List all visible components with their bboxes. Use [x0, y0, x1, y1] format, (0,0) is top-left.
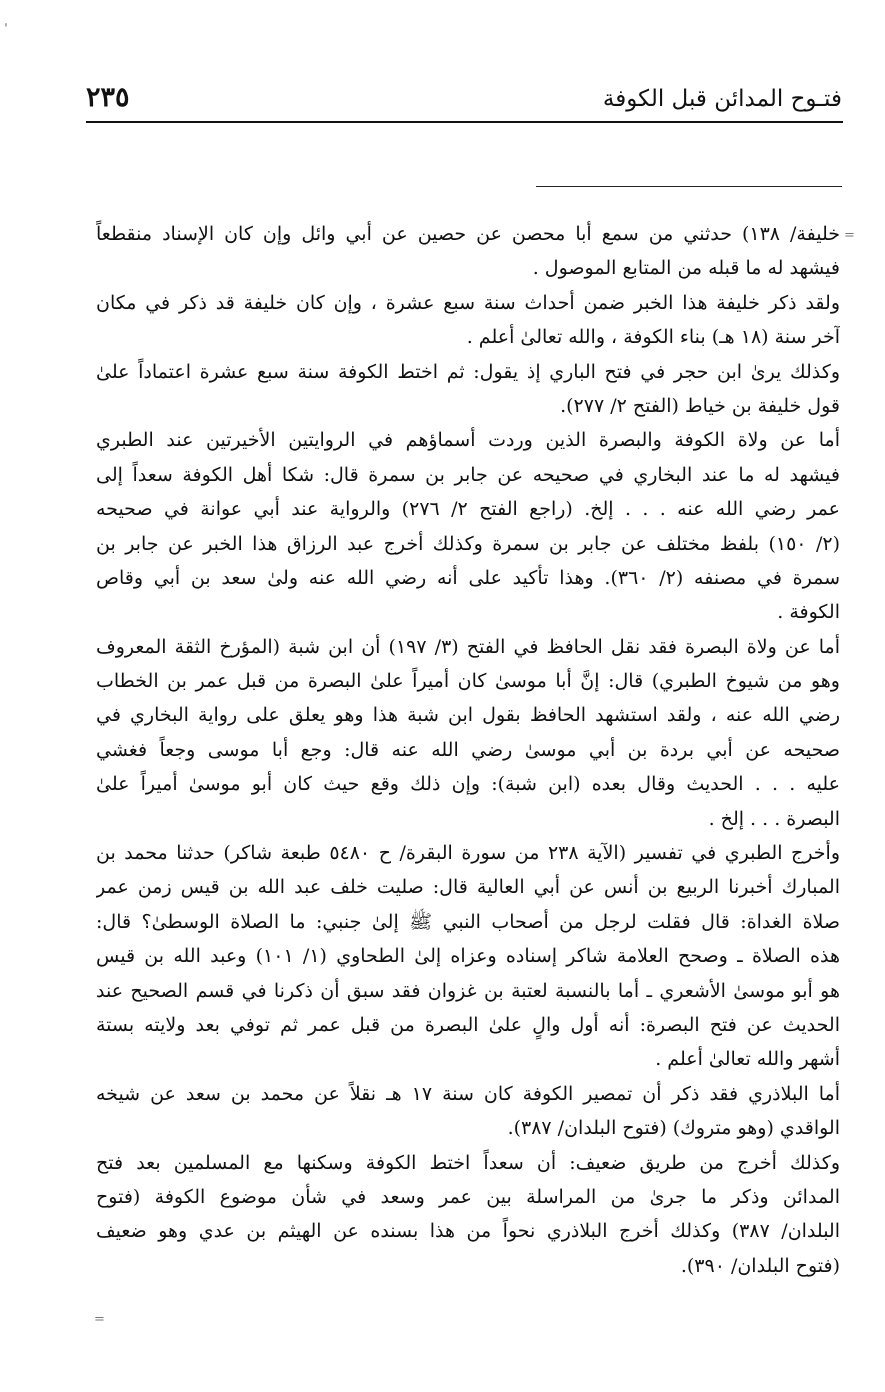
footnote-paragraph	[96, 630, 840, 836]
footnote-paragraph	[96, 286, 840, 355]
text-line: أشهر والله تعالىٰ أعلم .	[655, 1048, 840, 1071]
footnote-paragraph	[96, 217, 840, 286]
text-line: وكذلك أخرج من طريق ضعيف: أن سعداً اختط الكوفة وسكنها مع المسلمين بعد فتح	[96, 1151, 840, 1174]
text-line: البلدان/ ٣٨٧) وكذلك أخرج البلاذري نحواً من هذا بسنده عن الهيثم بن عدي وهو ضعيف	[96, 1220, 840, 1243]
text-line: المدائن وذكر ما جرىٰ من المراسلة بين عمر وسعد في شأن موضوع الكوفة (فتوح	[96, 1185, 840, 1208]
text-line: وكذلك يرىٰ ابن حجر في فتح الباري إذ يقول: ثم اختط الكوفة سنة سبع عشرة اعتماداً علىٰ	[96, 360, 840, 383]
text-line: صلاة الغداة: قال فقلت لرجل من أصحاب النبي ﷺ إلىٰ جنبي: ما الصلاة الوسطىٰ؟ قال:	[96, 910, 840, 933]
text-line: هذه الصلاة ـ وصحح العلامة شاكر إسناده وعزاه إلىٰ الطحاوي (١/ ١٠١) وعبد الله بن قيس	[96, 945, 840, 968]
text-line: ولقد ذكر خليفة هذا الخبر ضمن أحداث سنة سبع عشرة ، وإن كان خليفة قد ذكر في مكان	[96, 291, 840, 314]
text-line: (٢/ ١٥٠) بلفظ مختلف عن جابر بن سمرة وكذلك أخرج عبد الرزاق هذا الخبر عن جابر بن	[96, 532, 840, 555]
footnote-paragraph	[96, 836, 840, 1077]
text-line: عليه . . . الحديث وقال بعده (ابن شبة): وإن ذلك وقع حيث كان أبو موسىٰ أميراً علىٰ	[96, 773, 840, 796]
footnote-paragraph	[96, 423, 840, 629]
text-line: أما عن ولاة الكوفة والبصرة الذين وردت أسماؤهم في الروايتين الأخيرتين عند الطبري	[96, 429, 840, 452]
page-title: فتـوح المدائن قبل الكوفة	[602, 86, 842, 112]
text-line: فيشهد له ما قبله من المتابع الموصول .	[532, 257, 840, 280]
text-line: (فتوح البلدان/ ٣٩٠).	[680, 1254, 840, 1277]
footnote-paragraph	[96, 1146, 840, 1284]
text-line: رضي الله عنه ، ولقد استشهد الحافظ بقول ابن شبة هذا وهو يعلق على رواية البخاري في	[96, 704, 840, 727]
text-line: سمرة في مصنفه (٢/ ٣٦٠). وهذا تأكيد على أنه رضي الله عنه ولىٰ سعد بن أبي وقاص	[96, 566, 840, 589]
margin-mark: =	[844, 228, 854, 243]
text-line: الكوفة .	[777, 601, 840, 624]
text-line: وهو من شيوخ الطبري) قال: إنَّ أبا موسىٰ كان أميراً علىٰ البصرة من قبل عمر بن الخطاب	[96, 670, 840, 693]
text-line: أما البلاذري فقد ذكر أن تمصير الكوفة كان سنة ١٧ هـ نقلاً عن محمد بن سعد عن شيخه	[96, 1082, 840, 1105]
header-rule	[86, 121, 843, 123]
text-line: آخر سنة (١٨ هـ) بناء الكوفة ، والله تعالىٰ أعلم .	[466, 326, 840, 349]
text-line: المبارك أخبرنا الربيع بن أنس عن أبي العالية قال: صليت خلف عبد الله بن قيس زمن عمر	[96, 876, 840, 899]
margin-mark: =	[94, 1312, 104, 1327]
text-line: هو أبو موسىٰ الأشعري ـ أما بالنسبة لعتبة بن غزوان فقد سبق أن ذكرنا في قسم الصحيح عند	[96, 979, 840, 1002]
footnote-block	[96, 217, 840, 1283]
page-number: ٢٣٥	[86, 82, 130, 113]
text-line: عمر رضي الله عنه . . . إلخ. (راجع الفتح ٢/ ٢٧٦) والرواية عند أبي عوانة في صحيحه	[96, 498, 840, 521]
text-line: فيشهد له ما عند البخاري في صحيحه عن جابر بن سمرة قال: شكا أهل الكوفة سعداً إلى	[96, 463, 840, 486]
text-line: البصرة . . . إلخ .	[708, 807, 840, 830]
text-line: الحديث عن فتح البصرة: أنه أول والٍ علىٰ البصرة من قبل عمر ثم توفي بعد ولايته بستة	[96, 1013, 840, 1036]
text-line: خليفة/ ١٣٨) حدثني من سمع أبا محصن عن حصين عن أبي وائل وإن كان الإسناد منقطعاً	[96, 223, 840, 245]
text-line: وأخرج الطبري في تفسير (الآية ٢٣٨ من سورة البقرة/ ح ٥٤٨٠ طبعة شاكر) حدثنا محمد بن	[96, 842, 840, 865]
footnote-paragraph	[96, 1077, 840, 1146]
corner-mark: ˈ	[4, 22, 8, 38]
footnote-paragraph	[96, 355, 840, 424]
footnote-separator	[536, 186, 842, 187]
text-line: صحيحه عن أبي بردة بن أبي موسىٰ رضي الله عنه قال: وجع أبا موسى وجعاً فغشي	[96, 738, 840, 761]
text-line: الواقدي (وهو متروك) (فتوح البلدان/ ٣٨٧).	[507, 1117, 840, 1140]
running-head	[86, 82, 842, 113]
text-line: قول خليفة بن خياط (الفتح ٢/ ٢٧٧).	[560, 394, 840, 417]
text-line: أما عن ولاة البصرة فقد نقل الحافظ في الفتح (٣/ ١٩٧) أن ابن شبة (المؤرخ الثقة المعروف	[96, 635, 840, 658]
